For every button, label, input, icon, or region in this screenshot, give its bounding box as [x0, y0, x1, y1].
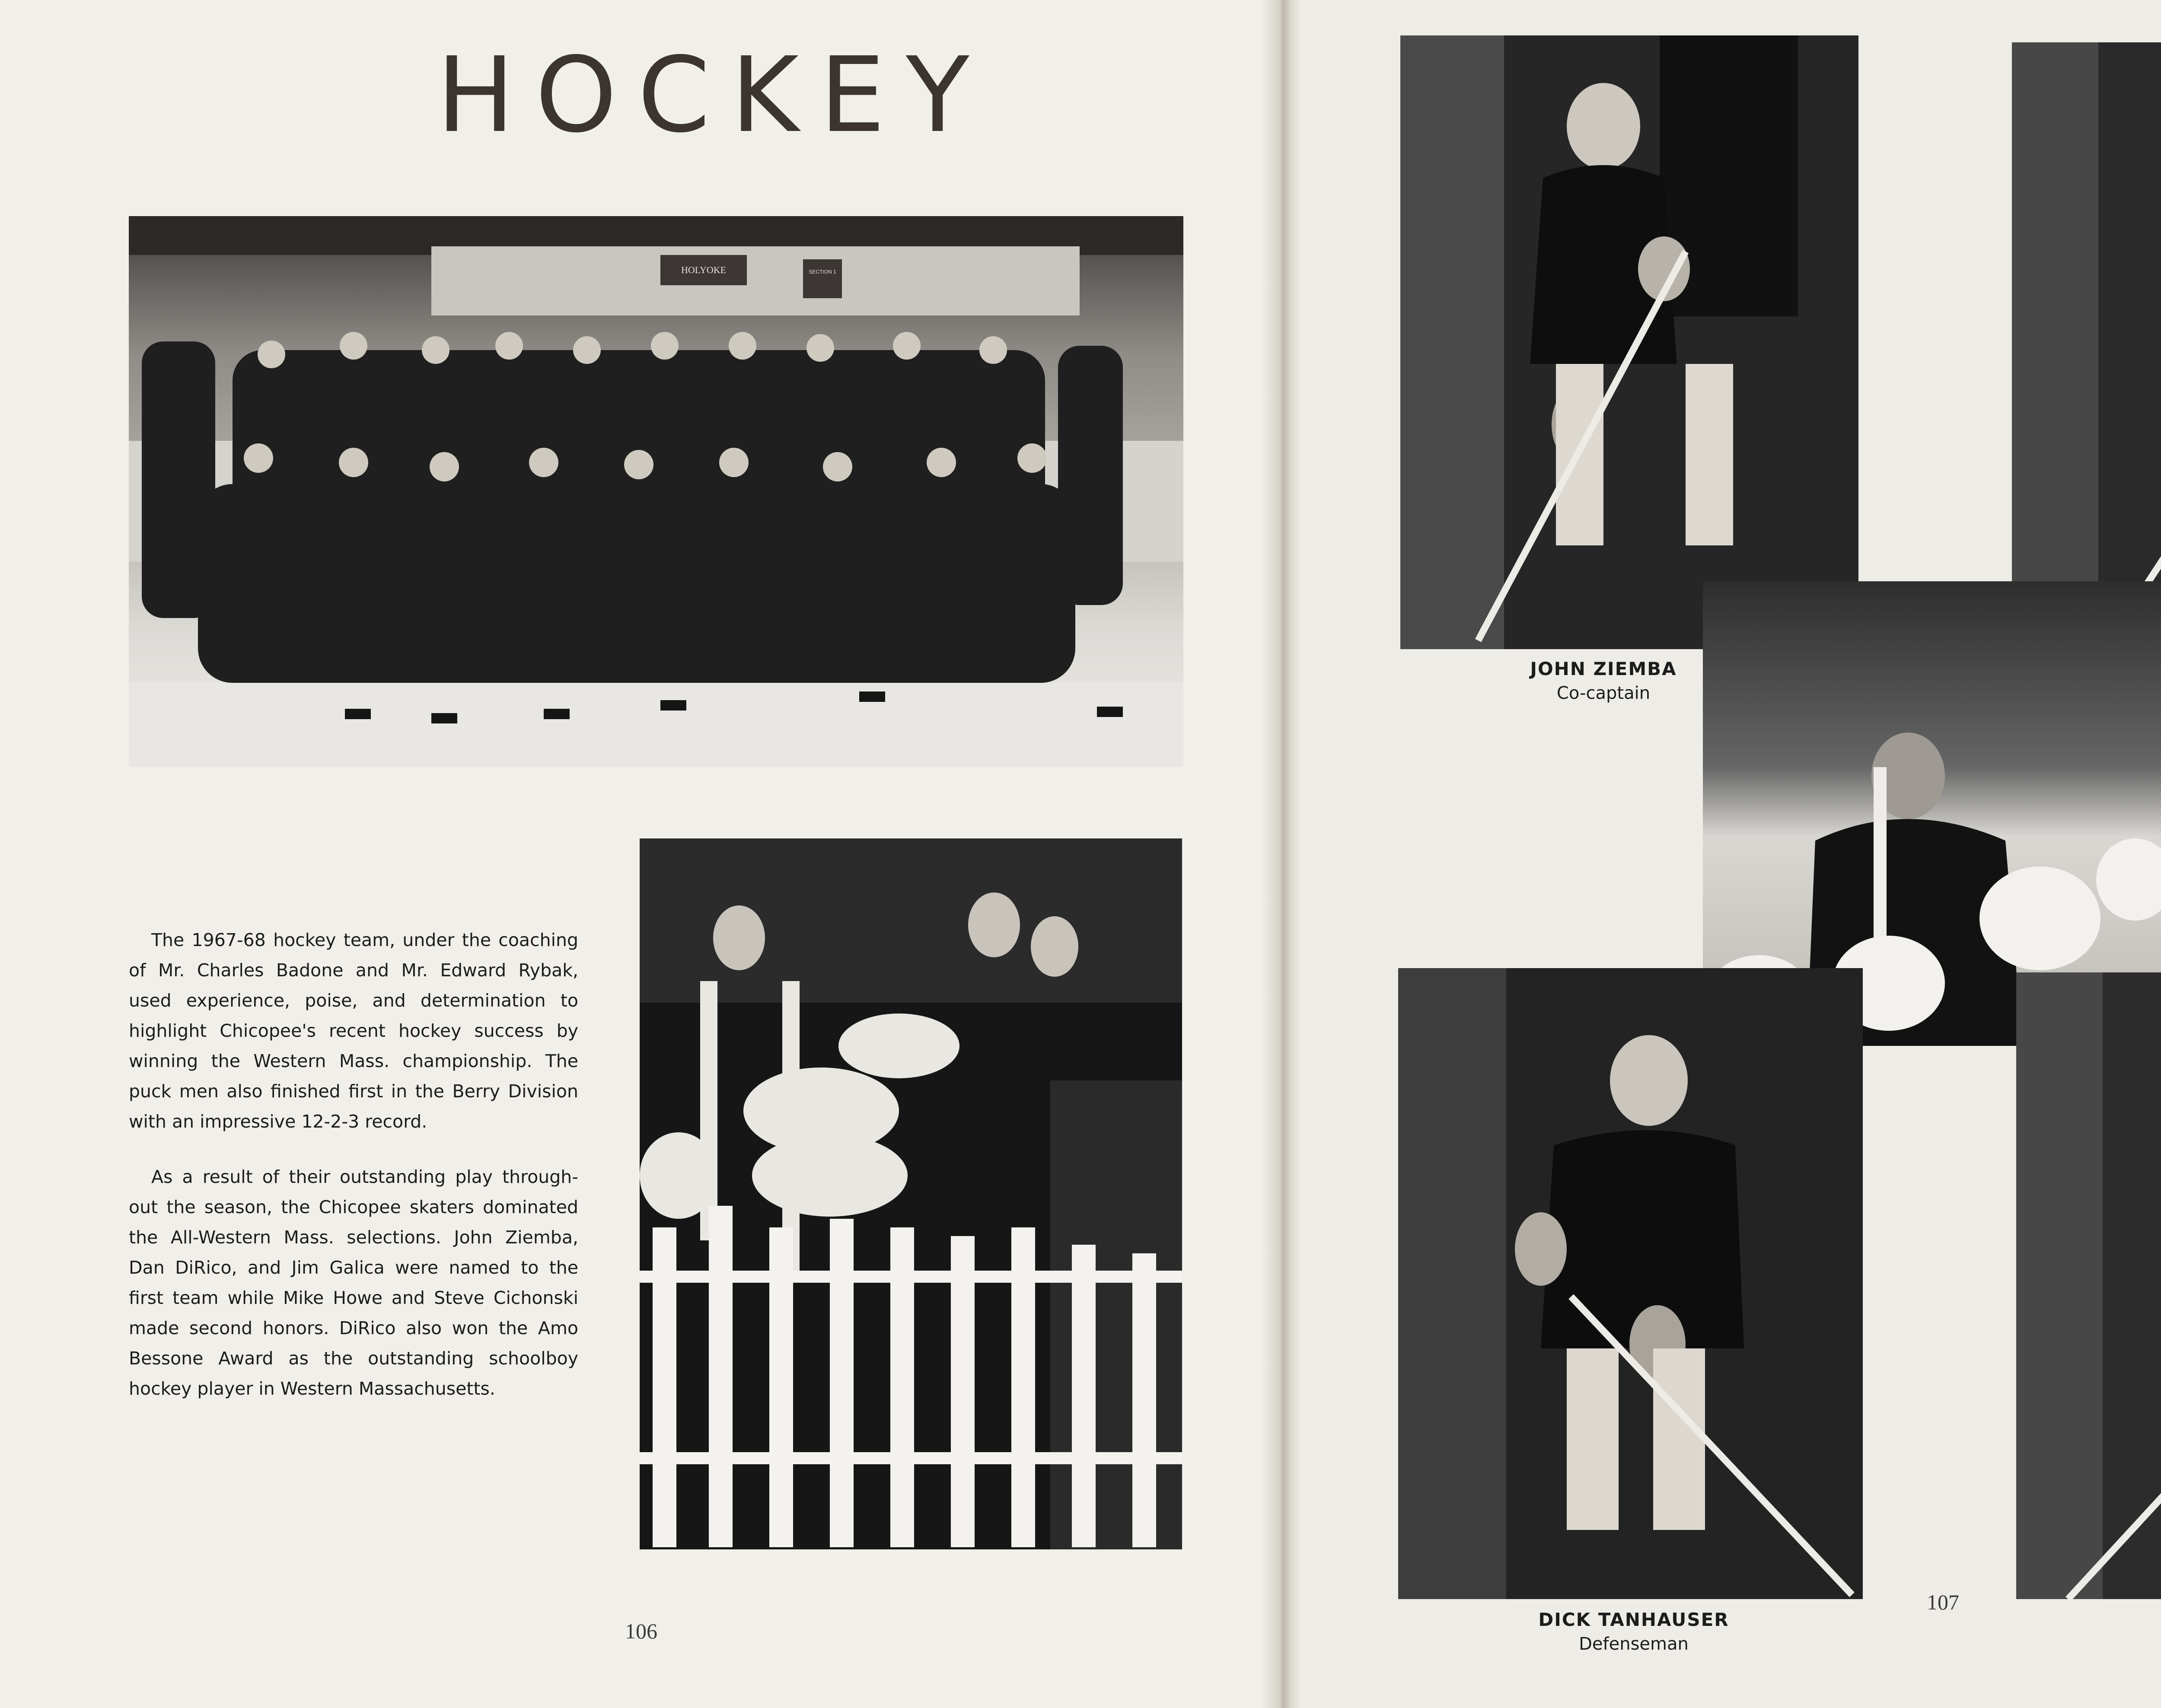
player-name	[2094, 1607, 2161, 1631]
player-name: JOHN ZIEMBA	[1530, 658, 1677, 679]
page-number-left: 106	[625, 1619, 657, 1643]
section-sign: SECTION 1	[803, 259, 842, 298]
banner-holyoke: HOLYOKE	[660, 255, 747, 285]
body-paragraph-1: The 1967-68 hockey team, under the coaching of Mr. Charles Badone and Mr. Edward Rybak, used experience, poise, and determination to highlight Chicopee's recent hockey success by winning the Western Mass. championship. The puck men also finished first in the Berry Division with an impressive 12-2-3 record.	[129, 930, 578, 1132]
team-photo	[129, 216, 1183, 767]
caption-tanhauser	[1478, 1608, 1789, 1656]
body-paragraph-2: As a result of their outstanding play through-out the season, the Chicopee skaters dominated the All-Western Mass. selections. John Ziemba, Dan DiRico, and Jim Galica were named to the first team while Mike Howe and Steve Cichonski made second honors. DiRico also won the Amo Bessone Award as the outstanding schoolboy hockey player in Western Massachusetts.	[129, 1166, 578, 1399]
player-photo-dirico	[2012, 42, 2161, 658]
page-number-right: 107	[1927, 1590, 1959, 1614]
caption-scanlon	[2094, 1607, 2161, 1655]
book-spine	[1262, 0, 1301, 1708]
player-photo-tanhauser	[1398, 968, 1863, 1599]
player-photo-scanlon	[2016, 972, 2161, 1599]
player-photo-ziemba	[1400, 35, 1858, 649]
bench-photo	[640, 838, 1182, 1549]
player-name: DICK TANHAUSER	[1538, 1609, 1729, 1630]
page-title: HOCKEY	[437, 35, 990, 156]
player-role: Co-captain	[1556, 683, 1651, 703]
player-role: Defenseman	[1579, 1634, 1689, 1654]
player-role	[2094, 1631, 2161, 1655]
